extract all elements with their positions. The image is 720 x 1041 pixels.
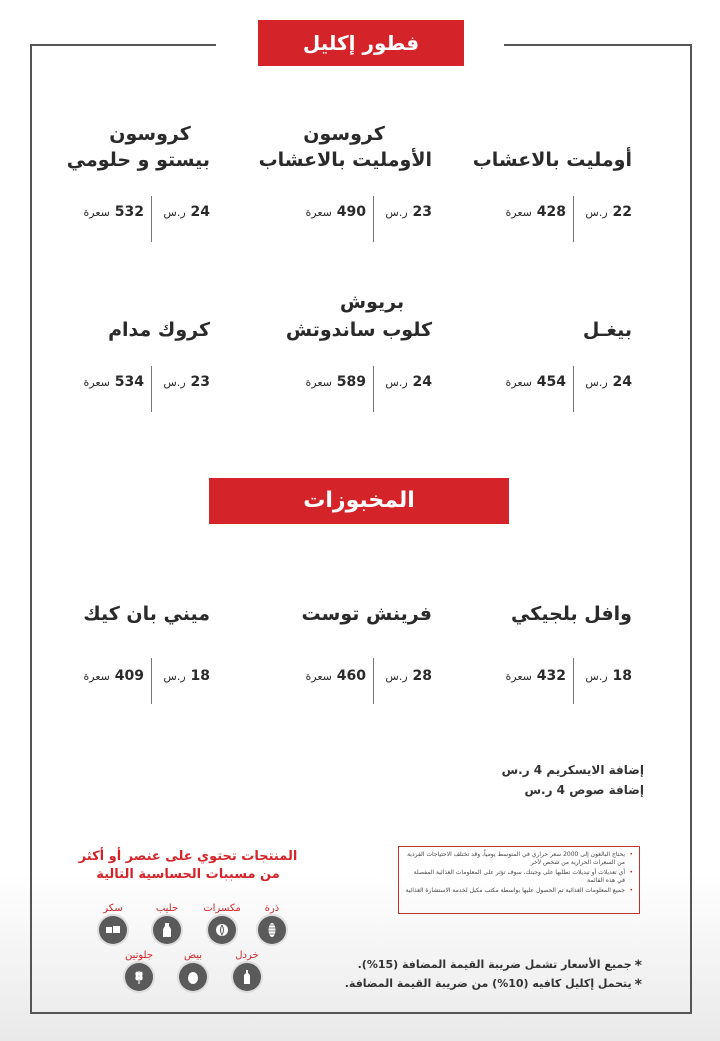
note-vat-included: *جميع الأسعار تشمل ضريبة القيمة المضافة (15%). <box>357 958 642 974</box>
item-calories: 490 سعرة <box>305 204 366 220</box>
item-price: 23 ر.س <box>163 374 210 390</box>
allergen-corn <box>250 903 294 944</box>
item-price: 24 ر.س <box>163 204 210 220</box>
frame-top-right-line <box>504 44 690 46</box>
allergen-title-line1: المنتجات تحتوي على عنصر أو أكثر <box>78 849 298 864</box>
item-name: فرينش توست <box>301 603 432 625</box>
disclaimer-line: • أي تعديلات أو تبديلات تطلبها على وجبتك، سوف تؤثر على المعلومات الغذائية المفصلة في هذه القائمة <box>405 869 633 885</box>
item-calories: 460 سعرة <box>305 668 366 684</box>
item-name-line2: الأومليت بالاعشاب <box>258 149 432 171</box>
allergen-label: حليب <box>155 903 179 914</box>
nutrition-disclaimer <box>398 846 640 914</box>
section-title-breakfast: فطور إكليل <box>258 20 464 66</box>
item-divider <box>373 196 374 242</box>
frame-top-left-line <box>30 44 216 46</box>
allergen-sugar <box>91 903 135 944</box>
item-name: ميني بان كيك <box>83 603 210 625</box>
item-name-line2: بيستو و حلومي <box>66 149 210 171</box>
item-calories: 428 سعرة <box>505 204 566 220</box>
item-price: 23 ر.س <box>385 204 432 220</box>
item-price: 18 ر.س <box>163 668 210 684</box>
item-name: كروك مدام <box>108 319 210 341</box>
allergen-label: بيض <box>183 950 203 961</box>
addon-ice-cream: إضافة الايسكريم 4 ر.س <box>501 763 644 777</box>
item-name-line1: كروسون <box>109 123 191 145</box>
section-title-bakery: المخبوزات <box>209 478 509 524</box>
item-name: أومليت بالاعشاب <box>472 149 632 171</box>
item-divider <box>151 196 152 242</box>
item-divider <box>373 658 374 704</box>
allergen-gluten <box>117 950 161 991</box>
wheat-icon <box>125 963 153 991</box>
item-divider <box>151 658 152 704</box>
item-name: وافل بلجيكي <box>511 603 632 625</box>
item-divider <box>573 196 574 242</box>
allergen-label: جلوتين <box>124 950 154 961</box>
allergen-milk <box>145 903 189 944</box>
item-divider <box>573 658 574 704</box>
item-price: 22 ر.س <box>585 204 632 220</box>
allergen-title-line2: من مسببات الحساسية التالية <box>96 867 280 882</box>
sugar-icon <box>99 916 127 944</box>
mustard-icon <box>233 963 261 991</box>
item-name-line2: كلوب ساندوتش <box>285 319 432 341</box>
item-name-line1: كروسون <box>303 123 385 145</box>
item-divider <box>151 366 152 412</box>
disclaimer-line: • جميع المعلومات الغذائية تم الحصول عليها بواسطة مكتب مكيل لخدمة الاستشارة الغذائية <box>405 887 633 895</box>
allergen-nuts <box>200 903 244 944</box>
allergen-label: خردل <box>235 950 259 961</box>
vat-notes <box>345 956 642 994</box>
item-calories: 534 سعرة <box>83 374 144 390</box>
allergen-mustard <box>225 950 269 991</box>
allergen-title <box>78 848 298 884</box>
note-vat-covered: *يتحمل إكليل كافيه (10%) من ضريبة القيمة المضافة. <box>344 977 642 993</box>
addon-sauce: إضافة صوص 4 ر.س <box>524 783 644 797</box>
item-divider <box>373 366 374 412</box>
item-price: 28 ر.س <box>385 668 432 684</box>
egg-icon <box>179 963 207 991</box>
item-price: 18 ر.س <box>585 668 632 684</box>
allergen-label: مكسرات <box>203 903 241 914</box>
allergen-label: سكر <box>103 903 123 914</box>
item-calories: 589 سعرة <box>305 374 366 390</box>
item-calories: 409 سعرة <box>83 668 144 684</box>
item-price: 24 ر.س <box>385 374 432 390</box>
corn-icon <box>258 916 286 944</box>
item-name: بيغـل <box>582 319 632 341</box>
item-name-line1: بريوش <box>339 291 405 313</box>
allergen-egg <box>171 950 215 991</box>
item-price: 24 ر.س <box>585 374 632 390</box>
addons-list <box>502 760 644 800</box>
allergen-label: ذرة <box>264 903 280 914</box>
nuts-icon <box>208 916 236 944</box>
milk-icon <box>153 916 181 944</box>
item-calories: 432 سعرة <box>505 668 566 684</box>
disclaimer-line: • يحتاج البالغون إلى 2000 سعر حراري في المتوسط يومياً، وقد تختلف الاحتياجات الفردية من السعرات الحرارية من شخص لآخر <box>405 851 633 867</box>
item-calories: 454 سعرة <box>505 374 566 390</box>
item-calories: 532 سعرة <box>83 204 144 220</box>
item-divider <box>573 366 574 412</box>
